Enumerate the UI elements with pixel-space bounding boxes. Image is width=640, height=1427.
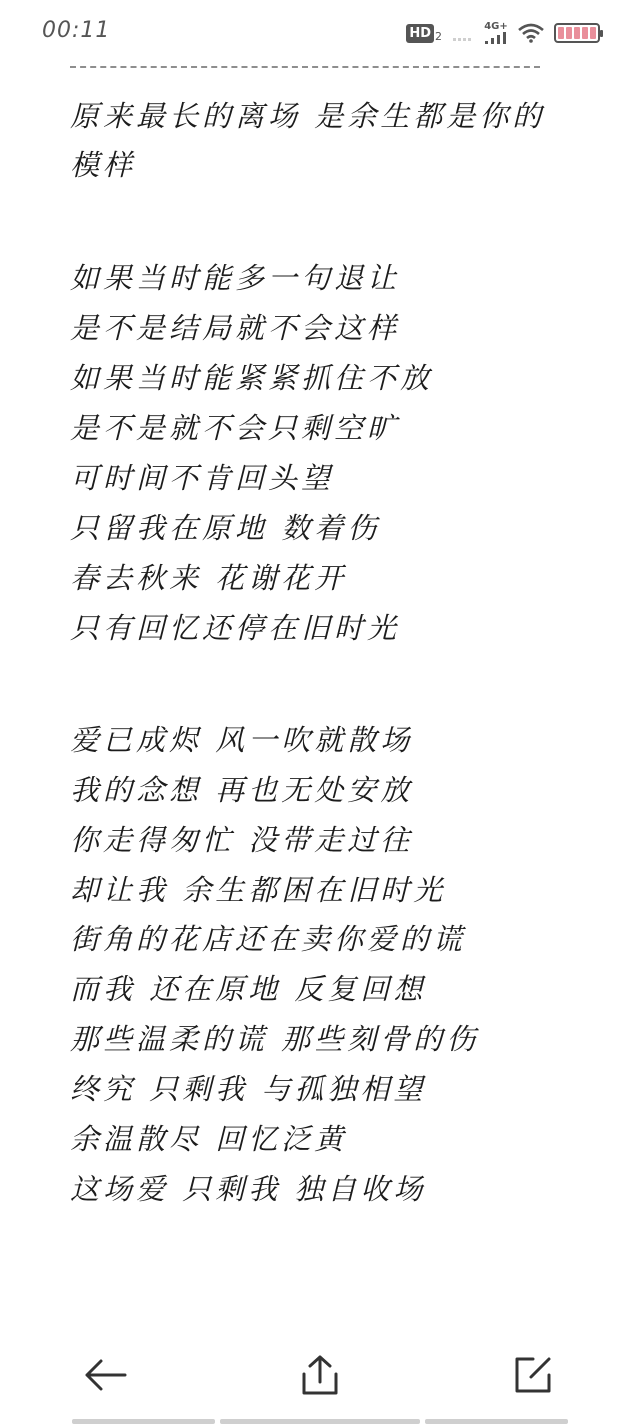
page-indicator xyxy=(72,1419,215,1424)
hd-sub: 2 xyxy=(435,29,442,43)
hd-icon xyxy=(406,24,442,43)
edit-icon xyxy=(513,1355,553,1395)
arrow-left-icon xyxy=(83,1357,127,1393)
network-indicator xyxy=(484,22,508,44)
lyric-line: 春去秋来 花谢花开 xyxy=(70,561,348,595)
share-icon xyxy=(300,1354,340,1396)
hd-label: HD xyxy=(406,24,434,43)
lyric-line: 只有回忆还停在旧时光 xyxy=(70,611,401,645)
lyric-line: 是不是结局就不会这样 xyxy=(70,311,401,345)
edit-button[interactable] xyxy=(508,1350,558,1400)
lyric-line: 你走得匆忙 没带走过往 xyxy=(70,823,414,857)
lyric-line: 可时间不肯回头望 xyxy=(70,461,335,495)
bottom-toolbar xyxy=(0,1330,640,1420)
signal-weak-icon xyxy=(452,25,474,41)
share-button[interactable] xyxy=(295,1350,345,1400)
page-indicator xyxy=(220,1419,420,1424)
signal-strong-icon xyxy=(484,32,508,44)
lyric-line: 我的念想 再也无处安放 xyxy=(70,773,414,807)
battery-icon xyxy=(554,23,600,43)
lyric-line: 只留我在原地 数着伤 xyxy=(70,511,381,545)
network-label: 4G+ xyxy=(484,21,508,32)
clipped-line xyxy=(70,52,540,70)
back-button[interactable] xyxy=(80,1350,130,1400)
lyric-line: 余温散尽 回忆泛黄 xyxy=(70,1122,348,1156)
lyric-line: 这场爱 只剩我 独自收场 xyxy=(70,1172,427,1206)
lyric-line: 街角的花店还在卖你爱的谎 xyxy=(70,922,467,956)
status-time: 00:11 xyxy=(42,18,111,43)
lyric-line: 终究 只剩我 与孤独相望 xyxy=(70,1072,427,1106)
lyric-line: 而我 还在原地 反复回想 xyxy=(70,972,427,1006)
wifi-icon xyxy=(518,23,544,43)
lyric-line: 是不是就不会只剩空旷 xyxy=(70,411,401,445)
page-indicator xyxy=(425,1419,568,1424)
lyric-line: 却让我 余生都困在旧时光 xyxy=(70,873,447,907)
lyric-line: 如果当时能多一句退让 xyxy=(70,261,401,295)
lyric-line: 那些温柔的谎 那些刻骨的伤 xyxy=(70,1022,480,1056)
lyric-line: 原来最长的离场 是余生都是你的 xyxy=(70,99,546,133)
lyric-line: 如果当时能紧紧抓住不放 xyxy=(70,361,434,395)
lyric-line: 模样 xyxy=(70,148,137,182)
lyric-line: 爱已成烬 风一吹就散场 xyxy=(70,723,414,757)
status-icons xyxy=(406,22,600,44)
